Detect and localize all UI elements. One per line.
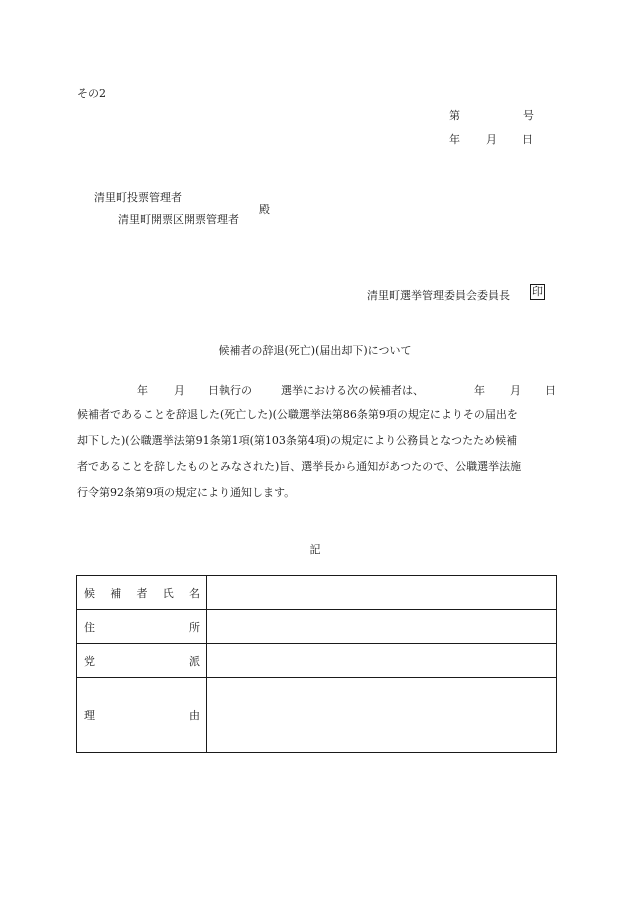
date-year-label: 年 xyxy=(449,133,460,146)
addressee-counting-manager: 清里町開票区開票管理者 xyxy=(118,213,239,226)
document-number-suffix: 号 xyxy=(523,109,534,122)
label-char: 名 xyxy=(189,586,200,600)
body-paragraph-line: 者であることを辞したものとみなされた)旨、選挙長から通知があつたので、公職選挙法施 xyxy=(77,460,522,473)
date-month-label: 月 xyxy=(486,133,497,146)
body-paragraph-line: 却下した)(公職選挙法第91条第1項(第103条第4項)の規定により公務員となつたため候補 xyxy=(77,434,518,447)
form-label: その2 xyxy=(77,87,106,100)
body-election-text: 選挙における次の候補者は、 xyxy=(281,384,424,397)
label-char: 由 xyxy=(189,709,200,722)
body-month-label-2: 月 xyxy=(510,384,521,397)
body-day-execution-label: 日執行の xyxy=(208,384,252,397)
body-year-label-2: 年 xyxy=(474,384,485,397)
document-title: 候補者の辞退(死亡)(届出却下)について xyxy=(218,344,412,357)
table-row-address xyxy=(77,610,557,644)
date-day-label: 日 xyxy=(522,133,533,146)
label-char: 理 xyxy=(84,709,95,722)
addressee-honorific: 殿 xyxy=(259,203,270,216)
reason-value-cell[interactable] xyxy=(207,678,557,753)
label-char: 者 xyxy=(136,586,148,600)
label-char: 党 xyxy=(84,654,95,668)
table-row-candidate-name xyxy=(77,576,557,610)
label-char: 派 xyxy=(189,654,200,668)
label-char: 住 xyxy=(84,620,95,634)
body-day-label-2: 日 xyxy=(545,384,556,397)
body-year-label: 年 xyxy=(137,384,148,397)
seal-stamp: 印 xyxy=(532,285,543,298)
candidate-info-table xyxy=(76,575,557,753)
label-char: 補 xyxy=(110,586,122,600)
document-number-prefix: 第 xyxy=(449,109,460,122)
sender-name: 清里町選挙管理委員会委員長 xyxy=(367,289,510,302)
label-cell xyxy=(77,678,207,753)
label-cell xyxy=(77,610,207,644)
table-row-reason xyxy=(77,678,557,753)
label-cell xyxy=(77,576,207,610)
label-char: 候 xyxy=(84,586,95,600)
table-row-party xyxy=(77,644,557,678)
candidate-name-value-cell[interactable] xyxy=(207,576,557,610)
label-char: 所 xyxy=(189,620,200,634)
ki-heading: 記 xyxy=(309,543,321,556)
addressee-voting-manager: 清里町投票管理者 xyxy=(94,191,182,204)
body-paragraph-line: 行令第92条第9項の規定により通知します。 xyxy=(77,486,296,499)
body-month-label: 月 xyxy=(174,384,185,397)
label-cell xyxy=(77,644,207,678)
party-value-cell[interactable] xyxy=(207,644,557,678)
label-char: 氏 xyxy=(162,586,174,600)
address-value-cell[interactable] xyxy=(207,610,557,644)
body-paragraph-line: 候補者であることを辞退した(死亡した)(公職選挙法第86条第9項の規定によりその届出を xyxy=(77,408,518,421)
